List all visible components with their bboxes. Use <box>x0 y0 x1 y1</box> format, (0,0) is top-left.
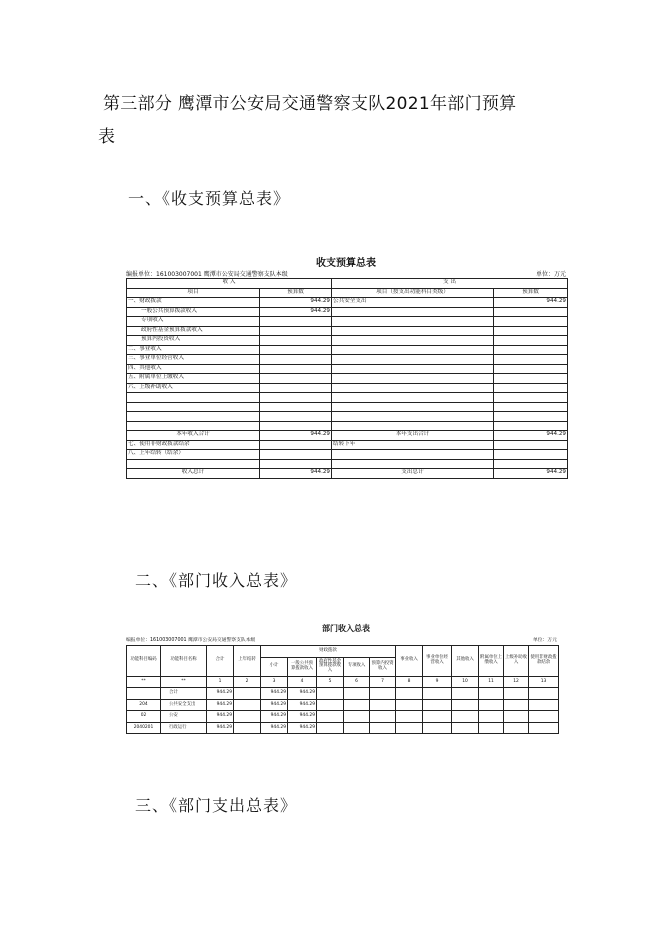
table-cell: 944.29 <box>261 722 288 734</box>
expense-total-label: 支出总计 <box>332 469 494 479</box>
table-cell <box>494 374 568 384</box>
budget-summary-table <box>126 278 568 479</box>
index-cell: 3 <box>261 676 288 688</box>
table-cell <box>260 374 332 384</box>
index-cell: 10 <box>452 676 479 688</box>
table-cell <box>332 364 494 374</box>
header-cell: 上级补助收入 <box>504 646 529 677</box>
table-cell: 944.29 <box>207 722 234 734</box>
table-cell <box>260 364 332 374</box>
index-cell: 13 <box>529 676 559 688</box>
table-cell <box>452 699 479 711</box>
table-cell <box>317 722 344 734</box>
table-row <box>127 402 568 412</box>
carry-next-label: 结转下年 <box>332 440 494 450</box>
table-row <box>127 336 568 346</box>
table-cell <box>452 688 479 700</box>
table-cell <box>370 722 396 734</box>
table-cell: 204 <box>127 699 161 711</box>
year-income-total-label: 本年收入合计 <box>127 431 260 441</box>
table1-title: 收支预算总表 <box>316 258 376 269</box>
table-row <box>127 345 568 355</box>
table-cell: 预算内投资收入 <box>127 336 260 346</box>
table-cell <box>260 412 332 422</box>
table-cell: 944.29 <box>260 307 332 317</box>
index-cell: 1 <box>207 676 234 688</box>
table1-unit-right: 单位：万元 <box>535 271 566 278</box>
table-cell <box>127 421 260 431</box>
index-cell: 5 <box>317 676 344 688</box>
table-cell: 944.29 <box>288 711 317 723</box>
table-row <box>127 307 568 317</box>
table-cell <box>494 412 568 422</box>
table-cell <box>396 711 423 723</box>
header-cell: 事业收入 <box>396 646 423 677</box>
table-cell <box>317 688 344 700</box>
index-cell: 11 <box>479 676 504 688</box>
table-cell: 2040201 <box>127 722 161 734</box>
table-cell: 二、事业收入 <box>127 345 260 355</box>
table-cell: 944.29 <box>288 688 317 700</box>
col-budget2: 预算数 <box>494 288 568 298</box>
table-cell <box>332 345 494 355</box>
table-cell: 944.29 <box>207 711 234 723</box>
table2-unit-right: 单位：万元 <box>533 638 557 643</box>
year-income-total-value: 944.29 <box>260 431 332 441</box>
table-cell <box>260 326 332 336</box>
table-row <box>127 374 568 384</box>
section-1-title: 一、《收支预算总表》 <box>128 189 291 208</box>
table-cell <box>479 699 504 711</box>
table-cell <box>260 336 332 346</box>
table-cell <box>234 699 261 711</box>
table-cell <box>127 393 260 403</box>
table-cell <box>260 355 332 365</box>
table-cell <box>494 402 568 412</box>
table-cell: 944.29 <box>261 699 288 711</box>
table-cell <box>260 317 332 327</box>
header-cell: 政府性基金预算拨款收入 <box>317 657 344 676</box>
header-cell: 上年结转 <box>234 646 261 677</box>
table-cell <box>332 393 494 403</box>
col-item2: 项目（按支出功能科目类级） <box>332 288 494 298</box>
table-row <box>127 326 568 336</box>
table-cell <box>332 374 494 384</box>
table-row <box>127 298 568 308</box>
table-cell <box>332 355 494 365</box>
table-cell <box>452 722 479 734</box>
table-cell: 944.29 <box>207 699 234 711</box>
table1-unit-left: 编报单位：161003007001 鹰潭市公安局交通警察支队本级 <box>126 271 288 278</box>
table-cell <box>494 307 568 317</box>
table-cell <box>332 421 494 431</box>
income-header: 收 入 <box>127 279 332 289</box>
table-cell <box>370 711 396 723</box>
table-cell <box>332 412 494 422</box>
table-cell <box>529 699 559 711</box>
year-expense-total-label: 本年支出合计 <box>332 431 494 441</box>
header-cell: 预算内投资收入 <box>370 657 396 676</box>
table-cell <box>423 711 452 723</box>
income-total-value: 944.29 <box>260 469 332 479</box>
table-cell: 行政运行 <box>161 722 207 734</box>
table-row <box>127 355 568 365</box>
header-cell: 事业单位经营收入 <box>423 646 452 677</box>
table-cell <box>494 345 568 355</box>
table-cell: 公安 <box>161 711 207 723</box>
table-cell <box>127 688 161 700</box>
group-header: 财政拨款 <box>261 646 396 658</box>
page-heading <box>98 88 573 154</box>
header-cell: 附属单位上缴收入 <box>479 646 504 677</box>
table-cell <box>452 711 479 723</box>
index-cell: 2 <box>234 676 261 688</box>
section-3-title: 三、《部门支出总表》 <box>135 796 298 815</box>
table-cell <box>396 722 423 734</box>
table-cell <box>344 722 370 734</box>
table2-unit-left: 编报单位：161003007001 鹰潭市公安局交通警察支队本级 <box>126 638 256 643</box>
table-cell: 944.29 <box>260 298 332 308</box>
table-cell <box>529 688 559 700</box>
table2-title: 部门收入总表 <box>322 624 370 633</box>
col-budget: 预算数 <box>260 288 332 298</box>
table-cell <box>494 421 568 431</box>
table-cell <box>494 317 568 327</box>
table-cell: 四、其他收入 <box>127 364 260 374</box>
table-cell: 政府性基金预算拨款收入 <box>127 326 260 336</box>
table-cell <box>529 711 559 723</box>
table-cell: 944.29 <box>288 699 317 711</box>
index-cell: 9 <box>423 676 452 688</box>
table-cell: 三、事业单位经营收入 <box>127 355 260 365</box>
table-cell <box>234 722 261 734</box>
header-cell: 使用非财政拨款结余 <box>529 646 559 677</box>
expense-total-value: 944.29 <box>494 469 568 479</box>
table-cell: 合计 <box>161 688 207 700</box>
index-cell: 8 <box>396 676 423 688</box>
income-total-label: 收入总计 <box>127 469 260 479</box>
table-cell <box>317 699 344 711</box>
header-cell: 小计 <box>261 657 288 676</box>
table-row <box>127 383 568 393</box>
header-cell: 合计 <box>207 646 234 677</box>
table-cell <box>494 383 568 393</box>
table-cell: 944.29 <box>261 711 288 723</box>
heading-line-1: 第三部分 鹰潭市公安局交通警察支队2021年部门预算 <box>103 94 517 114</box>
table-cell: 944.29 <box>207 688 234 700</box>
table-row <box>127 699 559 711</box>
heading-line-2: 表 <box>98 127 116 147</box>
table-cell: 六、上级补助收入 <box>127 383 260 393</box>
table-cell <box>332 336 494 346</box>
header-cell: 功能科目编码 <box>127 646 161 677</box>
index-cell: 6 <box>344 676 370 688</box>
table-row <box>127 421 568 431</box>
table-cell <box>504 711 529 723</box>
table-cell <box>504 722 529 734</box>
table-cell: 公共安全支出 <box>161 699 207 711</box>
row-eight-label: 八、上年结转（结余） <box>127 450 260 460</box>
table-cell <box>494 326 568 336</box>
table-cell <box>370 688 396 700</box>
table-cell <box>332 307 494 317</box>
table-row <box>127 722 559 734</box>
table-cell <box>260 393 332 403</box>
index-cell: ** <box>127 676 161 688</box>
table-cell: 944.29 <box>261 688 288 700</box>
table-cell <box>234 688 261 700</box>
table-row <box>127 711 559 723</box>
index-cell: 7 <box>370 676 396 688</box>
table-cell <box>479 688 504 700</box>
table-cell <box>396 688 423 700</box>
header-cell: 其他收入 <box>452 646 479 677</box>
table-cell: 944.29 <box>494 298 568 308</box>
table-cell <box>260 383 332 393</box>
table-row <box>127 688 559 700</box>
table-cell <box>332 326 494 336</box>
table-cell <box>494 336 568 346</box>
department-income-table <box>126 645 559 734</box>
table-cell <box>423 722 452 734</box>
year-expense-total-value: 944.29 <box>494 431 568 441</box>
col-item: 项目 <box>127 288 260 298</box>
table-cell <box>494 364 568 374</box>
table-cell: 五、附属单位上缴收入 <box>127 374 260 384</box>
table-cell <box>127 412 260 422</box>
header-cell: 专项收入 <box>344 657 370 676</box>
header-cell: 功能科目名称 <box>161 646 207 677</box>
row-seven-label: 七、使用非财政拨款结余 <box>127 440 260 450</box>
table-cell <box>504 688 529 700</box>
table-cell: 02 <box>127 711 161 723</box>
table-cell <box>423 688 452 700</box>
table-cell <box>479 722 504 734</box>
table-cell <box>344 711 370 723</box>
table-row <box>127 412 568 422</box>
table-cell <box>332 402 494 412</box>
table-row <box>127 364 568 374</box>
table-cell <box>260 345 332 355</box>
table-cell: 一、财政拨款 <box>127 298 260 308</box>
table-row <box>127 393 568 403</box>
expense-header: 支 出 <box>332 279 568 289</box>
header-cell: 一般公共预算拨款收入 <box>288 657 317 676</box>
table-cell <box>260 402 332 412</box>
table-cell: 一般公共预算拨款收入 <box>127 307 260 317</box>
table-cell <box>370 699 396 711</box>
table-cell <box>504 699 529 711</box>
table-cell: 944.29 <box>288 722 317 734</box>
table-cell <box>423 699 452 711</box>
table-cell <box>317 711 344 723</box>
table-cell <box>494 355 568 365</box>
index-cell: ** <box>161 676 207 688</box>
table-cell <box>494 393 568 403</box>
table-row <box>127 317 568 327</box>
table-cell: 专项收入 <box>127 317 260 327</box>
table-cell <box>529 722 559 734</box>
index-cell: 4 <box>288 676 317 688</box>
index-cell: 12 <box>504 676 529 688</box>
section-2-title: 二、《部门收入总表》 <box>135 571 298 590</box>
table-cell <box>332 317 494 327</box>
table-cell <box>396 699 423 711</box>
table-cell <box>344 699 370 711</box>
table-cell <box>332 383 494 393</box>
table-cell <box>127 402 260 412</box>
table-cell <box>479 711 504 723</box>
table-cell <box>344 688 370 700</box>
table-cell <box>234 711 261 723</box>
table-cell: 公共安全支出 <box>332 298 494 308</box>
table-cell <box>260 421 332 431</box>
